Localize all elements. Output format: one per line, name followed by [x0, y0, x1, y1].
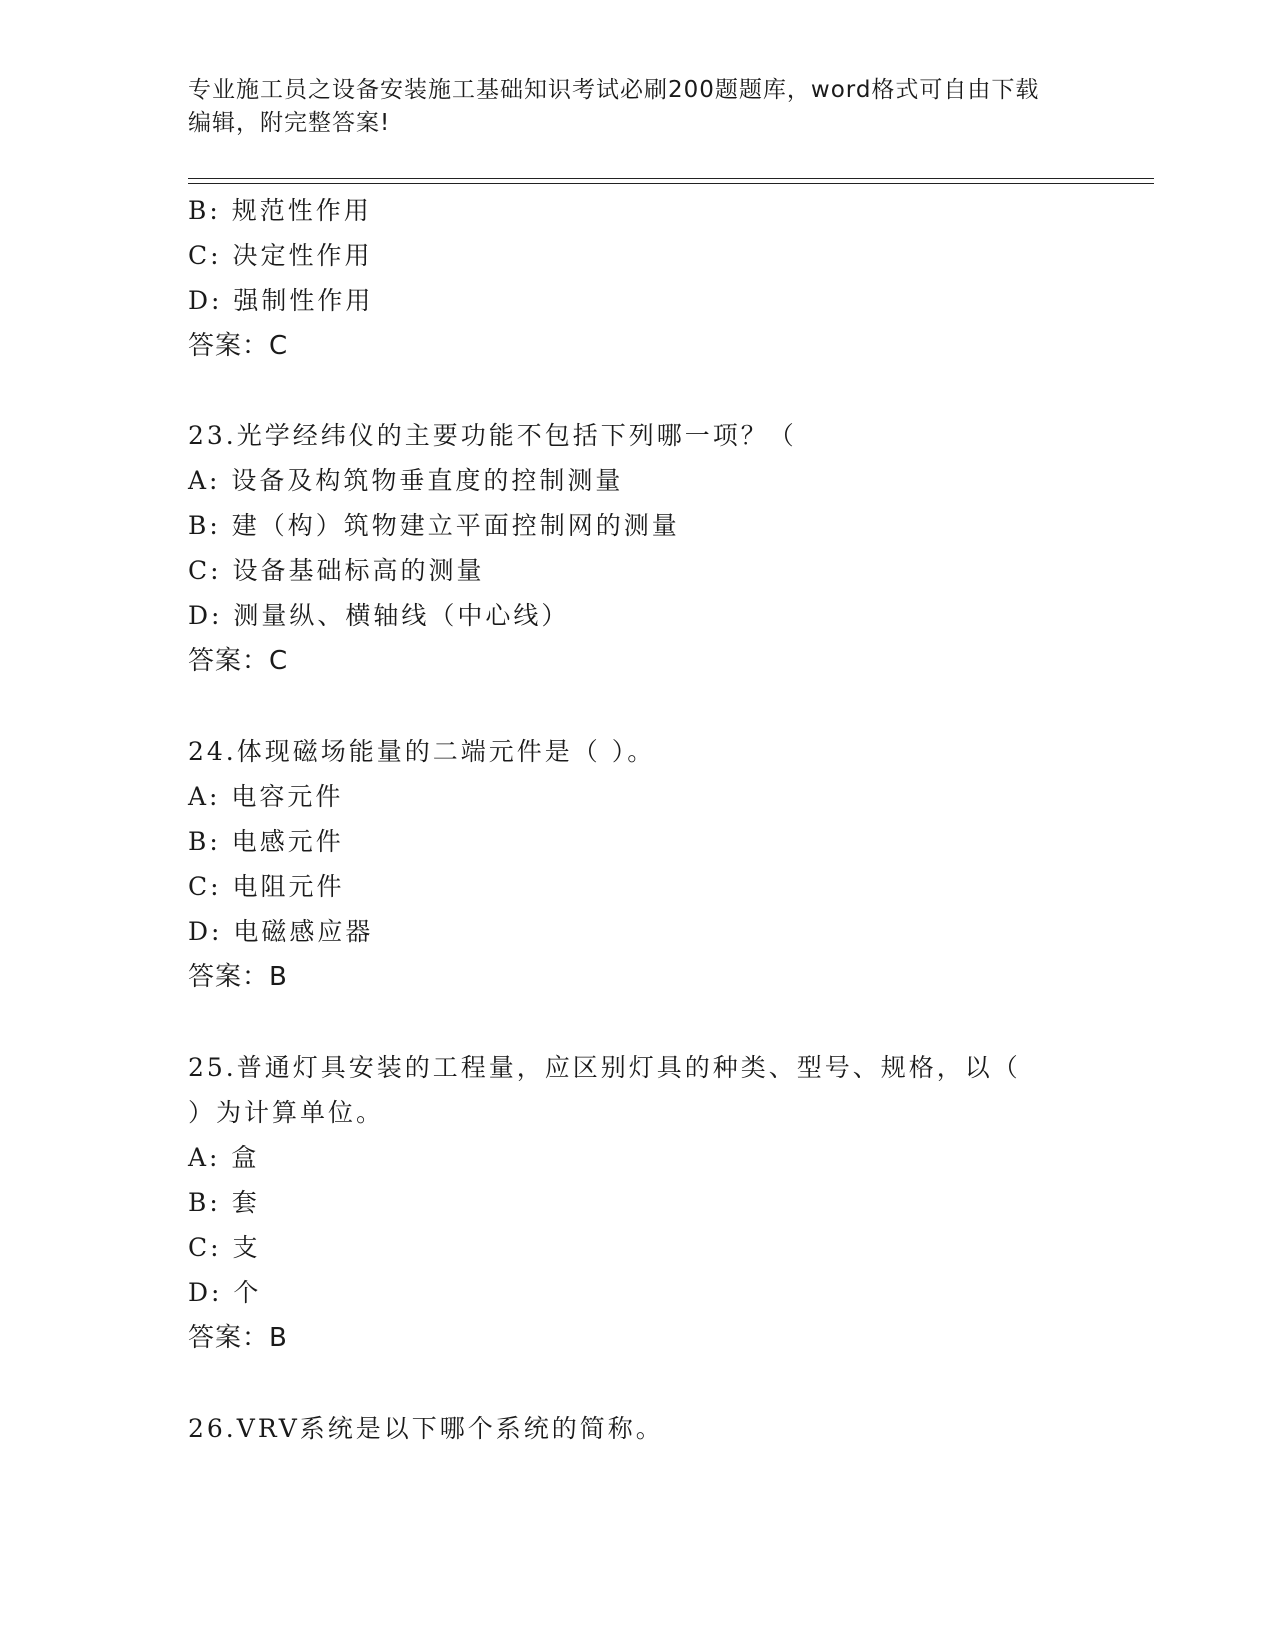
q22-option-b: B: 规范性作用 [188, 196, 372, 225]
q23-answer: 答案：C [188, 646, 289, 676]
q22-answer: 答案：C [188, 331, 289, 361]
header-line-2: 编辑，附完整答案! [188, 110, 391, 136]
q24-option-c: C: 电阻元件 [188, 872, 345, 901]
q25-question-line-1: 25.普通灯具安装的工程量，应区别灯具的种类、型号、规格，以（ [188, 1053, 1021, 1082]
q24-option-b: B: 电感元件 [188, 827, 344, 856]
q23-option-c: C: 设备基础标高的测量 [188, 556, 485, 585]
q25-option-a: A: 盒 [188, 1143, 260, 1172]
q25-option-d: D: 个 [188, 1278, 262, 1307]
q23-option-b: B: 建（构）筑物建立平面控制网的测量 [188, 511, 680, 540]
q23-question: 23.光学经纬仪的主要功能不包括下列哪一项？（ [188, 421, 797, 450]
q24-option-d: D: 电磁感应器 [188, 917, 374, 946]
q25-question-line-2: ）为计算单位。 [188, 1098, 385, 1127]
q26-question: 26.VRV系统是以下哪个系统的简称。 [188, 1414, 664, 1443]
q25-option-b: B: 套 [188, 1188, 260, 1217]
q23-option-a: A: 设备及构筑物垂直度的控制测量 [188, 466, 624, 495]
q24-option-a: A: 电容元件 [188, 782, 344, 811]
q22-option-c: C: 决定性作用 [188, 241, 373, 270]
q25-option-c: C: 支 [188, 1233, 261, 1262]
q24-answer: 答案：B [188, 962, 288, 992]
document-header [188, 74, 1088, 140]
q23-option-d: D: 测量纵、横轴线（中心线） [188, 601, 570, 630]
header-divider-bottom [188, 183, 1154, 184]
q25-answer: 答案：B [188, 1323, 288, 1353]
q22-option-d: D: 强制性作用 [188, 286, 374, 315]
header-line-1: 专业施工员之设备安装施工基础知识考试必刷200题题库，word格式可自由下载 [188, 77, 1040, 103]
header-divider-top [188, 178, 1154, 179]
q24-question: 24.体现磁场能量的二端元件是（ ）。 [188, 737, 656, 766]
